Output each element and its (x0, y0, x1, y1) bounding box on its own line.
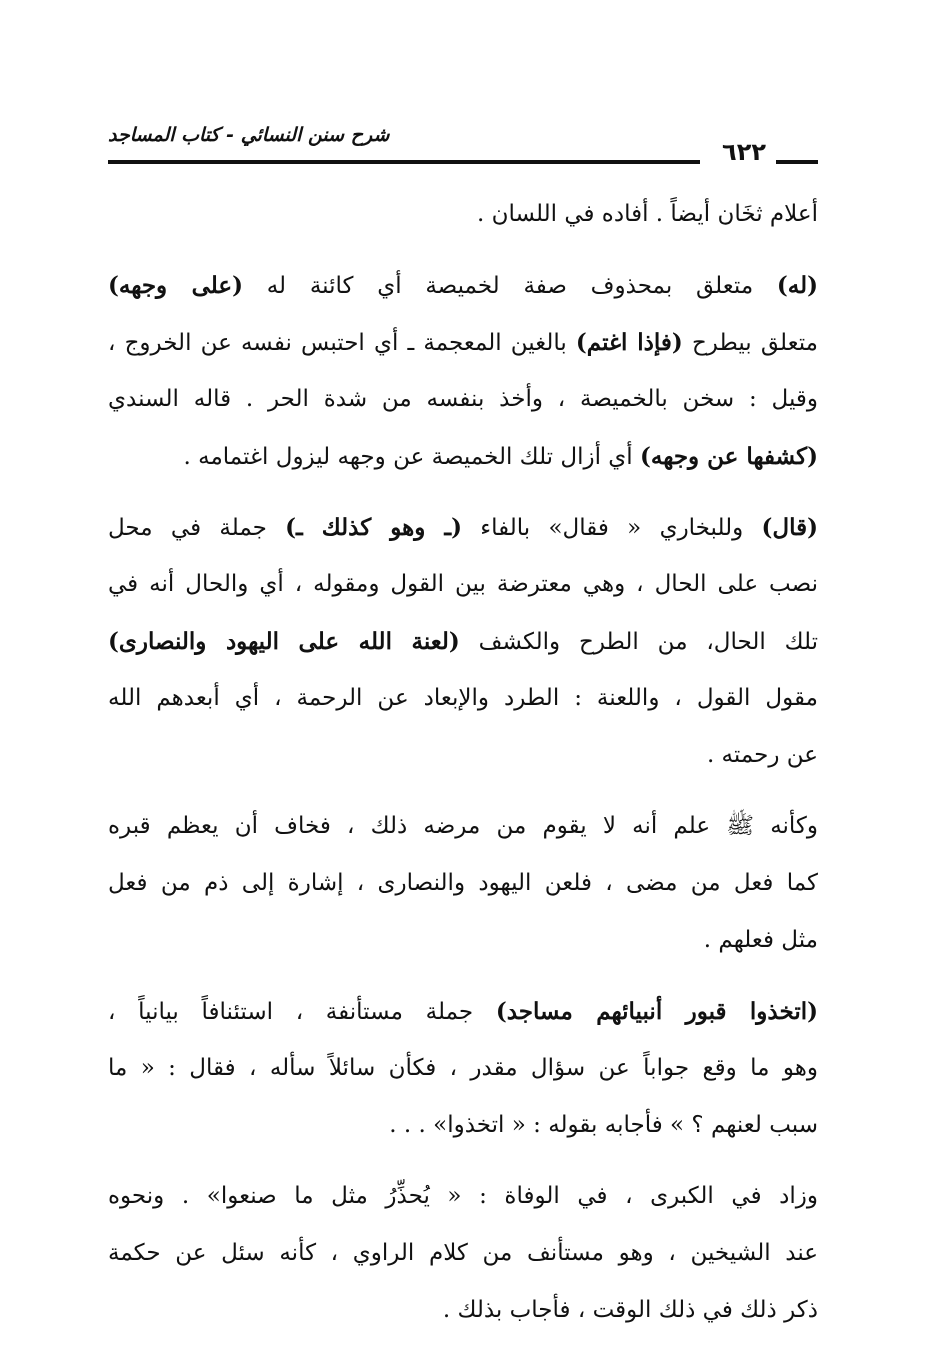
text-segment: وهو ما وقع جواباً عن سؤال مقدر ، فكأن سائلاً سأله ، فقال : « ما (108, 1055, 818, 1081)
text-segment: عن رحمته . (706, 742, 818, 768)
text-segment: مثل فعلهم . (703, 927, 818, 953)
bold-quote: (لعنة الله على اليهود والنصارى) (108, 628, 460, 655)
text-segment: وللبخاري « فقال» بالفاء (461, 515, 762, 541)
paragraph-gap (108, 784, 818, 798)
text-segment: وقيل : سخن بالخميصة ، وأخذ بنفسه من شدة الحر . قاله السندي (108, 386, 818, 412)
text-line (108, 798, 818, 855)
text-line (108, 1168, 818, 1225)
page-header (108, 118, 818, 168)
text-segment: أي أزال تلك الخميصة عن وجهه ليزول اغتمامه . (183, 444, 641, 470)
text-line (108, 983, 818, 1040)
paragraph-gap (108, 1154, 818, 1168)
text-line (108, 556, 818, 613)
bold-quote: (فإذا اغتم) (575, 329, 683, 356)
text-line (108, 314, 818, 371)
bold-quote: (له) (776, 272, 818, 299)
paragraph (108, 983, 818, 1154)
paragraph-gap (108, 969, 818, 983)
bold-quote: (قال) (761, 514, 818, 541)
header-rule-long (108, 160, 700, 164)
text-line (108, 1225, 818, 1282)
text-line (108, 1040, 818, 1097)
text-line (108, 1282, 818, 1339)
paragraph (108, 1168, 818, 1339)
body-text (108, 186, 818, 1339)
text-segment: جملة في محل (108, 515, 286, 541)
text-segment: كما فعل من مضى ، فلعن اليهود والنصارى ، إشارة إلى ذم من فعل (108, 870, 818, 896)
text-segment: متعلق بيطرح (682, 330, 818, 356)
bold-quote: (كشفها عن وجهه) (640, 443, 818, 470)
text-segment: ذكر ذلك في ذلك الوقت ، فأجاب بذلك . (442, 1297, 818, 1323)
text-line (108, 186, 818, 243)
running-title: شرح سنن النسائي - كتاب المساجد (108, 124, 390, 146)
text-line (108, 371, 818, 428)
text-segment: بالغين المعجمة ـ أي احتبس نفسه عن الخروج ، (108, 330, 576, 356)
text-line (108, 670, 818, 727)
paragraph (108, 499, 818, 784)
paragraph-gap (108, 243, 818, 257)
text-line (108, 257, 818, 314)
text-line (108, 727, 818, 784)
text-segment: سبب لعنهم ؟ » فأجابه بقوله : « اتخذوا» . . . (389, 1112, 818, 1138)
text-segment: تلك الحال، من الطرح والكشف (459, 629, 818, 655)
text-line (108, 855, 818, 912)
bold-quote: (على وجهه) (108, 272, 243, 299)
text-segment: وكأنه ﷺ علم أنه لا يقوم من مرضه ذلك ، فخاف أن يعظم قبره (108, 813, 818, 839)
text-segment: وزاد في الكبرى ، في الوفاة : « يُحذِّرُ مثل ما صنعوا» . ونحوه (108, 1183, 818, 1209)
text-segment: أعلام ثخَان أيضاً . أفاده في اللسان . (476, 201, 818, 227)
text-line (108, 613, 818, 670)
text-line (108, 912, 818, 969)
header-rule-short (776, 160, 818, 164)
paragraph (108, 186, 818, 243)
paragraph (108, 798, 818, 969)
paragraph-gap (108, 485, 818, 499)
page-number: ٦٢٢ (722, 138, 766, 166)
text-segment: جملة مستأنفة ، استئنافاً بيانياً ، (108, 999, 496, 1025)
text-line (108, 1097, 818, 1154)
text-line (108, 499, 818, 556)
paragraph (108, 257, 818, 485)
text-segment: متعلق بمحذوف صفة لخميصة أي كائنة له (242, 273, 777, 299)
text-segment: نصب على الحال ، وهي معترضة بين القول ومقوله ، أي والحال أنه في (108, 571, 818, 597)
bold-quote: (ـ وهو كذلك ـ) (285, 514, 462, 541)
text-segment: مقول القول ، واللعنة : الطرد والإبعاد عن الرحمة ، أي أبعدهم الله (108, 685, 818, 711)
text-line (108, 428, 818, 485)
text-segment: عند الشيخين ، وهو مستأنف من كلام الراوي ، كأنه سئل عن حكمة (108, 1240, 818, 1266)
bold-quote: (اتخذوا قبور أنبيائهم مساجد) (495, 998, 818, 1025)
